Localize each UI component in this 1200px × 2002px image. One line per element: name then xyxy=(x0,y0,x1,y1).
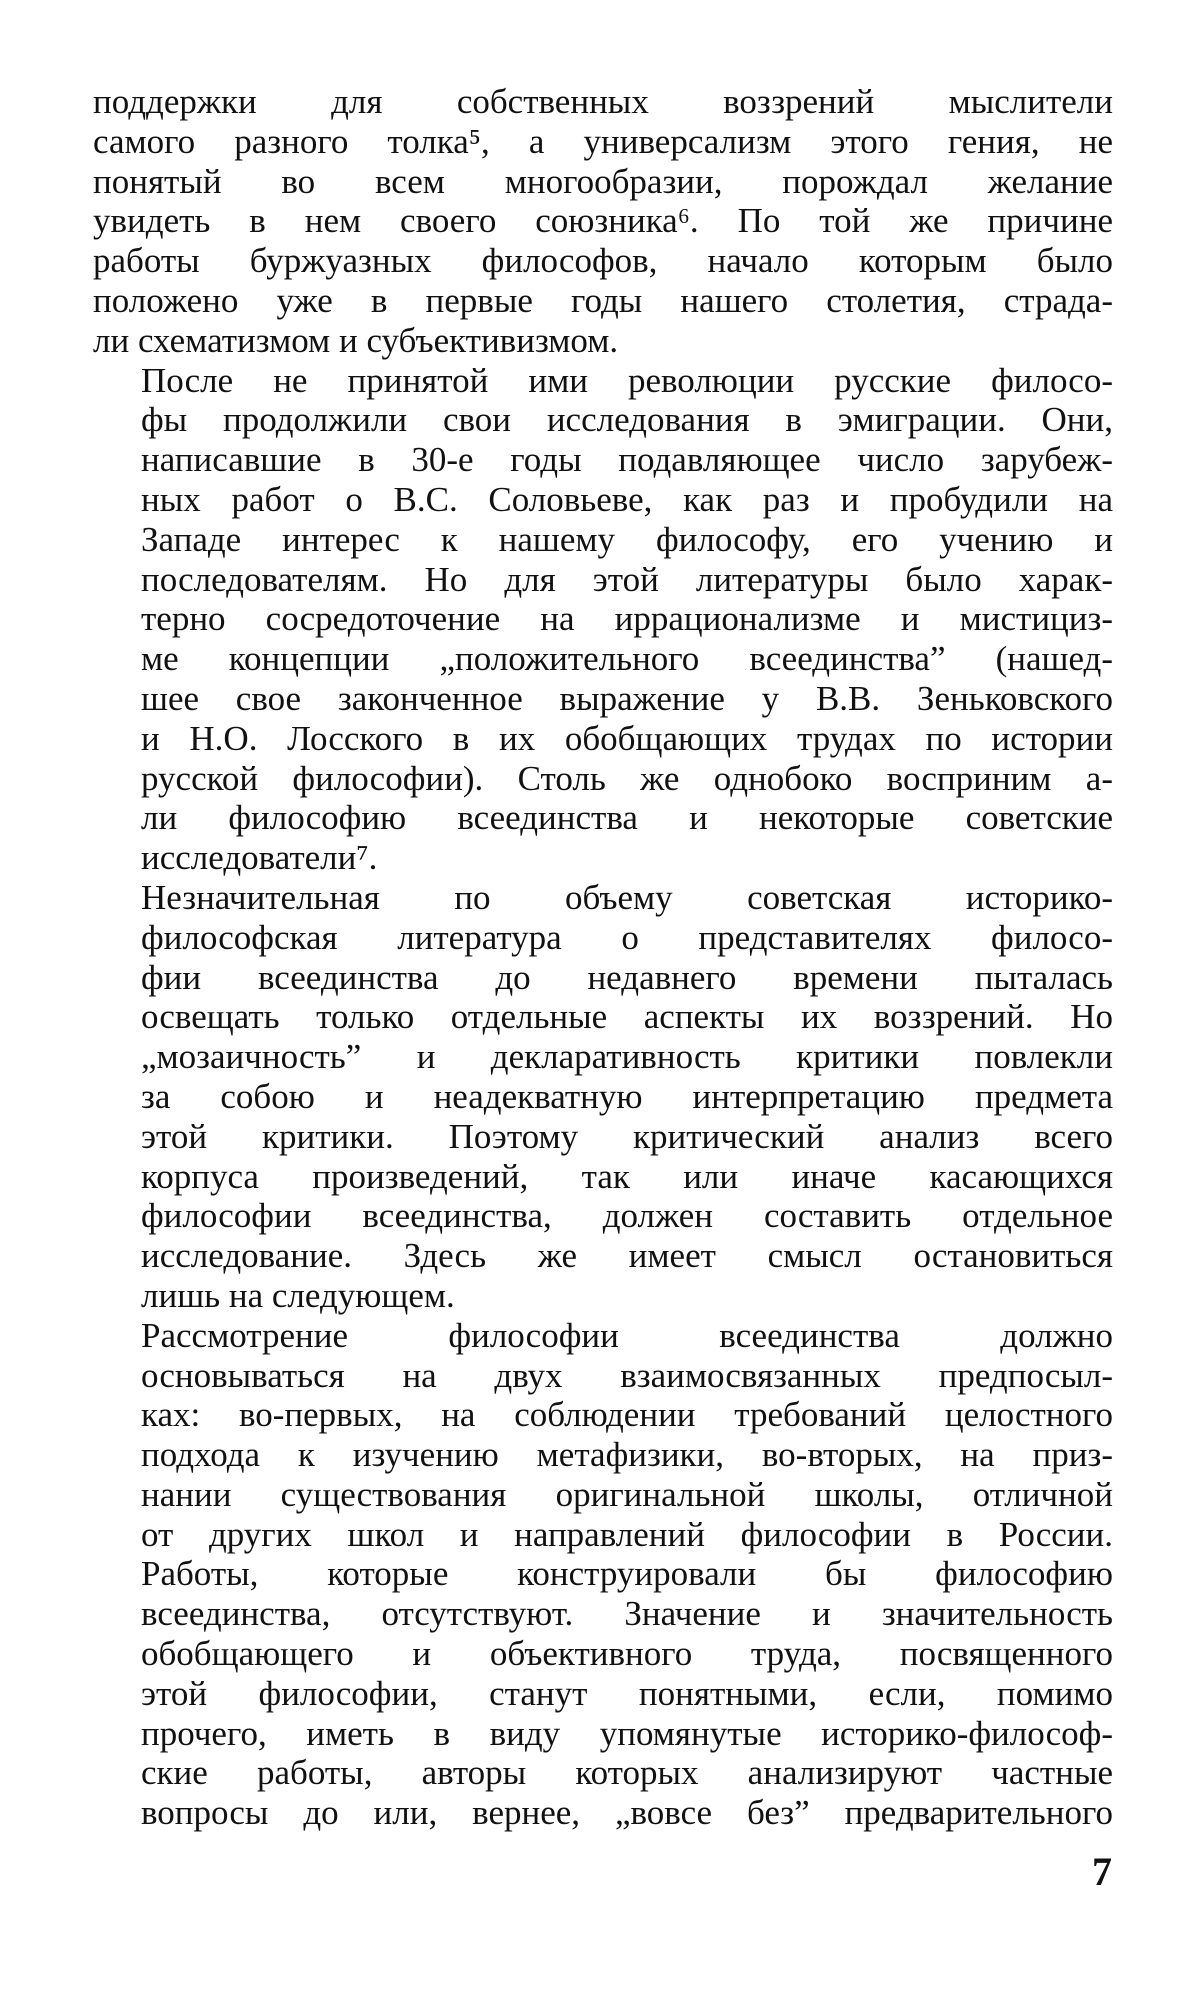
text-line: философская литература о представителях филосо- xyxy=(141,917,1113,957)
text-line: нании существования оригинальной школы, отличной xyxy=(141,1474,1113,1514)
text-line: всеединства, отсутствуют. Значение и значительность xyxy=(141,1594,1113,1634)
text-line: После не принятой ими революции русские филосо- xyxy=(141,360,1113,400)
text-line: ские работы, авторы которых анализируют частные xyxy=(141,1753,1113,1793)
page-number: 7 xyxy=(1092,1849,1112,1894)
text-line: Незначительная по объему советская историко- xyxy=(141,877,1113,917)
text-line: этой критики. Поэтому критический анализ всего xyxy=(141,1116,1113,1156)
text-line: последователям. Но для этой литературы было харак- xyxy=(141,559,1113,599)
text-line: корпуса произведений, так или иначе касающихся xyxy=(141,1156,1113,1196)
text-line: вопросы до или, вернее, „вовсе без” предварительного xyxy=(141,1793,1113,1833)
text-line: Западе интерес к нашему философу, его учению и xyxy=(141,519,1113,559)
text-line: фы продолжили свои исследования в эмиграции. Они, xyxy=(141,400,1113,440)
text-line: обобщающего и объективного труда, посвященного xyxy=(141,1634,1113,1674)
text-line: освещать только отдельные аспекты их воззрений. Но xyxy=(141,997,1113,1037)
text-line: увидеть в нем своего союзника⁶. По той же причине xyxy=(93,201,1113,241)
paragraph-3 xyxy=(93,878,1113,1316)
text-line: Рассмотрение философии всеединства должно xyxy=(141,1315,1113,1355)
text-line: основываться на двух взаимосвязанных предпосыл- xyxy=(141,1355,1113,1395)
text-line: ли философию всеединства и некоторые советские xyxy=(141,798,1113,838)
text-line: философии всеединства, должен составить отдельное xyxy=(141,1196,1113,1236)
text-line: от других школ и направлений философии в России. xyxy=(141,1514,1113,1554)
text-line: терно сосредоточение на иррационализме и мистициз- xyxy=(141,599,1113,639)
paragraph-4 xyxy=(93,1316,1113,1833)
text-line: исследование. Здесь же имеет смысл остановиться xyxy=(141,1236,1113,1276)
text-line: ме концепции „положительного всеединства” (нашед- xyxy=(141,639,1113,679)
text-line: положено уже в первые годы нашего столетия, страда- xyxy=(93,280,1113,320)
text-line: лишь на следующем. xyxy=(141,1275,455,1315)
text-line: написавшие в 30-е годы подавляющее число зарубеж- xyxy=(141,440,1113,480)
text-line: понятый во всем многообразии, порождал желание xyxy=(93,161,1113,201)
text-line: Работы, которые конструировали бы философию xyxy=(141,1554,1113,1594)
text-line: ли схематизмом и субъективизмом. xyxy=(93,320,619,360)
text-line: этой философии, станут понятными, если, помимо xyxy=(141,1673,1113,1713)
text-line: фии всеединства до недавнего времени пыталась xyxy=(141,957,1113,997)
text-line: и Н.О. Лосского в их обобщающих трудах по истории xyxy=(141,718,1113,758)
page-body xyxy=(93,82,1113,1833)
text-line: подхода к изучению метафизики, во-вторых, на приз- xyxy=(141,1435,1113,1475)
text-line: ках: во-первых, на соблюдении требований целостного xyxy=(141,1395,1113,1435)
text-line: прочего, иметь в виду упомянутые историко-философ- xyxy=(141,1713,1113,1753)
text-line: за собою и неадекватную интерпретацию предмета xyxy=(141,1076,1113,1116)
paragraph-2 xyxy=(93,361,1113,878)
text-line: исследователи⁷. xyxy=(141,838,378,878)
text-line: русской философии). Столь же однобоко восприним а- xyxy=(141,758,1113,798)
text-line: работы буржуазных философов, начало которым было xyxy=(93,241,1113,281)
text-line: ных работ о В.С. Соловьеве, как раз и пробудили на xyxy=(141,479,1113,519)
paragraph-1 xyxy=(93,82,1113,361)
text-line: шее свое законченное выражение у В.В. Зеньковского xyxy=(141,678,1113,718)
text-line: поддержки для собственных воззрений мыслители xyxy=(93,82,1113,121)
text-line: „мозаичность” и декларативность критики повлекли xyxy=(141,1037,1113,1077)
text-line: самого разного толка⁵, а универсализм этого гения, не xyxy=(93,121,1113,161)
